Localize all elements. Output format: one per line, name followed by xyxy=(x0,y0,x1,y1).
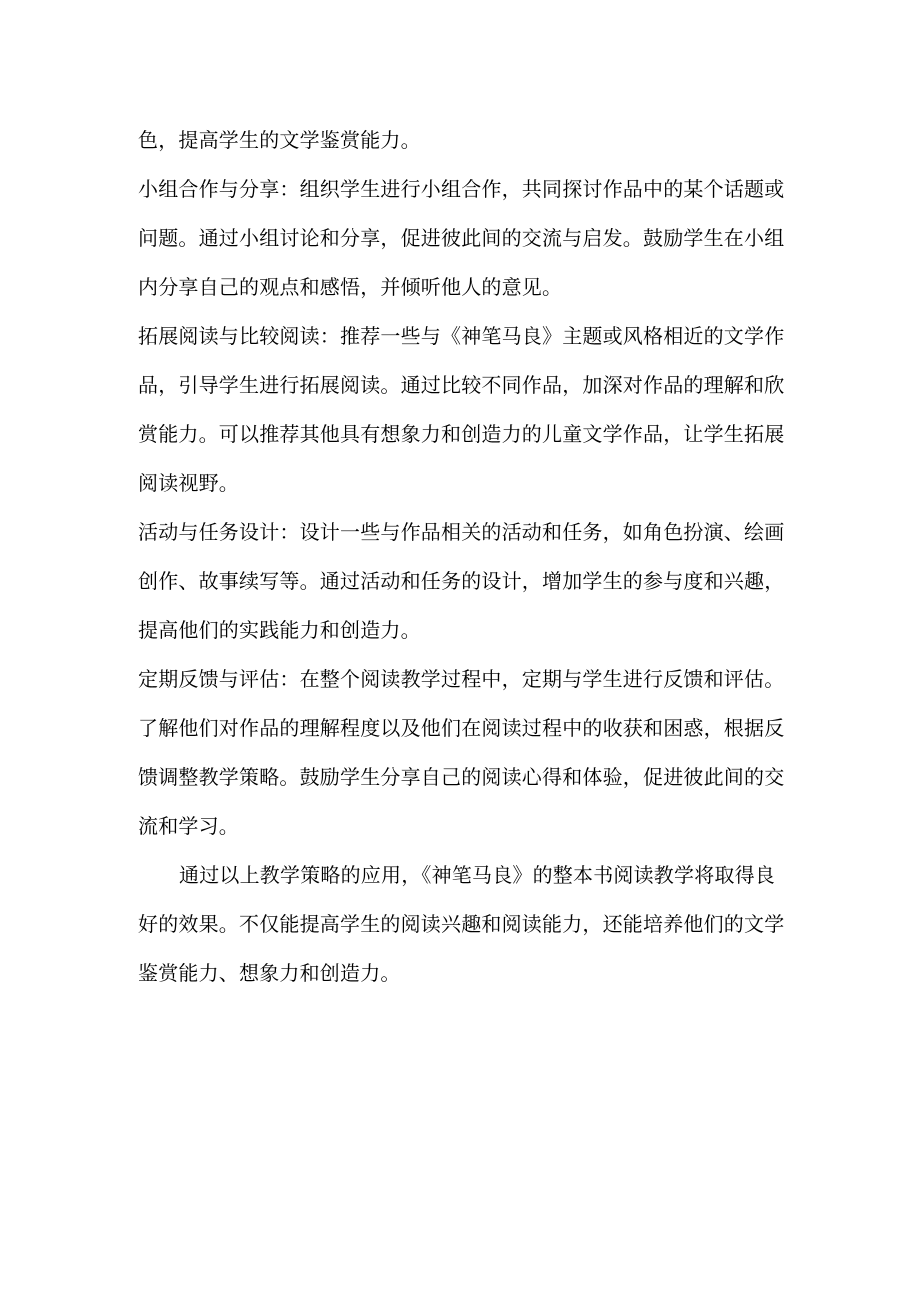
text-line: 问题。通过小组讨论和分享，促进彼此间的交流与启发。鼓励学生在小组 xyxy=(138,226,785,250)
text-line: 流和学习。 xyxy=(138,814,239,838)
text-line: 了解他们对作品的理解程度以及他们在阅读过程中的收获和困惑，根据反 xyxy=(138,716,785,740)
text-line: 赏能力。可以推荐其他具有想象力和创造力的儿童文学作品，让学生拓展 xyxy=(138,422,785,446)
text-line: 定期反馈与评估：在整个阅读教学过程中，定期与学生进行反馈和评估。 xyxy=(138,667,785,691)
document-page xyxy=(138,128,788,985)
text-line: 馈调整教学策略。鼓励学生分享自己的阅读心得和体验，促进彼此间的交 xyxy=(138,765,785,789)
text-line: 小组合作与分享：组织学生进行小组合作，共同探讨作品中的某个话题或 xyxy=(138,177,785,201)
text-line: 品，引导学生进行拓展阅读。通过比较不同作品，加深对作品的理解和欣 xyxy=(138,373,785,397)
text-line: 活动与任务设计：设计一些与作品相关的活动和任务，如角色扮演、绘画 xyxy=(138,520,785,544)
text-line: 好的效果。不仅能提高学生的阅读兴趣和阅读能力，还能培养他们的文学 xyxy=(138,912,785,936)
text-line: 内分享自己的观点和感悟，并倾听他人的意见。 xyxy=(138,275,563,299)
text-line: 拓展阅读与比较阅读：推荐一些与《神笔马良》主题或风格相近的文学作 xyxy=(138,324,785,348)
text-line: 阅读视野。 xyxy=(138,471,239,495)
text-line: 通过以上教学策略的应用，《神笔马良》的整本书阅读教学将取得良 xyxy=(179,863,775,887)
text-line: 鉴赏能力、想象力和创造力。 xyxy=(138,961,401,985)
text-line: 创作、故事续写等。通过活动和任务的设计，增加学生的参与度和兴趣， xyxy=(138,569,785,593)
text-line: 色，提高学生的文学鉴赏能力。 xyxy=(138,128,421,152)
text-line: 提高他们的实践能力和创造力。 xyxy=(138,618,421,642)
